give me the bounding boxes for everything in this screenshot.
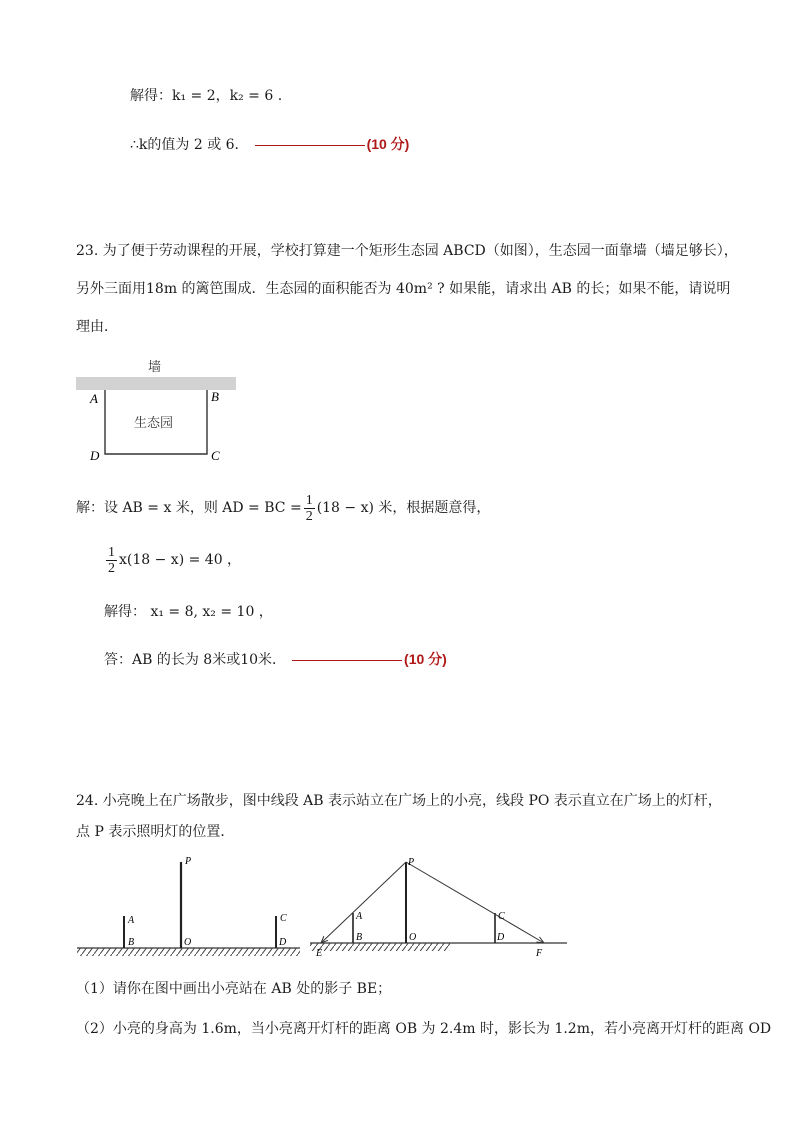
q23-figure	[70, 352, 245, 470]
q22-conclusion-line	[130, 134, 409, 155]
label-A: A	[356, 911, 363, 922]
label-P: P	[185, 856, 192, 867]
point-label-D: D	[90, 448, 100, 463]
garden-label: 生态园	[134, 415, 174, 430]
label-D: D	[497, 932, 505, 943]
point-label-C: C	[211, 448, 220, 463]
label-O: O	[184, 937, 192, 948]
q24-part2: （2）小亮的身高为 1.6m，当小亮离开灯杆的距离 OB 为 2.4m 时，影长为 1.2m，若小亮离开灯杆的距离 OD	[76, 1021, 772, 1037]
q24-figure-left	[77, 856, 300, 956]
q23-equation-rest: x(18 − x) = 40 ，	[119, 552, 242, 568]
q23-setup-suffix: (18 − x) 米，根据题意得，	[316, 500, 491, 516]
label-D: D	[279, 937, 287, 948]
label-P: P	[408, 857, 415, 868]
label-B: B	[356, 932, 363, 943]
label-C: C	[280, 913, 287, 924]
q23-solution-setup	[76, 491, 490, 525]
frac-denominator: 2	[305, 508, 313, 524]
q23-setup-prefix: 解：设 AB = x 米，则 AD = BC =	[76, 500, 302, 516]
q23-score: (10 分)	[404, 651, 447, 667]
q22-conclusion-text: ∴k的值为 2 或 6．	[130, 137, 249, 153]
wall-label: 墙	[148, 359, 162, 374]
point-label-B: B	[211, 389, 219, 404]
ground-hatching	[310, 943, 450, 951]
label-A: A	[128, 915, 135, 926]
q24-stem-line1: 24. 小亮晚上在广场散步，图中线段 AB 表示站立在广场上的小亮，线段 PO 表示直立在广场上的灯杆，	[76, 793, 722, 809]
q22-roots-line: 解得：k₁ = 2，k₂ = 6 .	[130, 88, 283, 104]
label-F: F	[536, 948, 543, 959]
score-dash	[255, 145, 365, 146]
frac-numerator: 1	[108, 544, 115, 560]
label-O: O	[409, 932, 417, 943]
point-label-A: A	[90, 391, 98, 406]
q24-stem-line2: 点 P 表示照明灯的位置．	[76, 824, 235, 840]
ground-hatching	[77, 948, 300, 956]
q23-roots: 解得： x₁ = 8, x₂ = 10 ，	[104, 604, 273, 620]
label-E: E	[316, 948, 323, 959]
q23-answer-line	[104, 649, 447, 670]
label-B: B	[128, 937, 135, 948]
fraction-one-half	[304, 493, 315, 524]
frac-numerator: 1	[305, 492, 313, 508]
light-ray-PF	[406, 862, 544, 943]
q23-stem-line1: 23. 为了便于劳动课程的开展，学校打算建一个矩形生态园 ABCD（如图），生态园一面靠墙（墙足够长），	[76, 243, 738, 259]
q24-figures	[70, 850, 580, 960]
q24-part1: （1）请你在图中画出小亮站在 AB 处的影子 BE；	[76, 981, 392, 997]
q24-figure-right	[310, 857, 567, 959]
label-C: C	[498, 911, 505, 922]
light-ray-PE	[321, 862, 406, 943]
q23-answer-text: 答：AB 的长为 8米或10米．	[104, 652, 287, 668]
score-dash	[292, 660, 402, 661]
q23-equation	[104, 543, 241, 577]
fraction-one-half	[106, 545, 117, 576]
frac-denominator: 2	[108, 560, 115, 576]
q23-stem-line3: 理由．	[76, 319, 118, 335]
q22-score: (10 分)	[366, 136, 410, 152]
q23-stem-line2: 另外三面用18m 的篱笆围成．生态园的面积能否为 40m² ? 如果能，请求出 AB 的长；如果不能，请说明	[76, 281, 731, 297]
